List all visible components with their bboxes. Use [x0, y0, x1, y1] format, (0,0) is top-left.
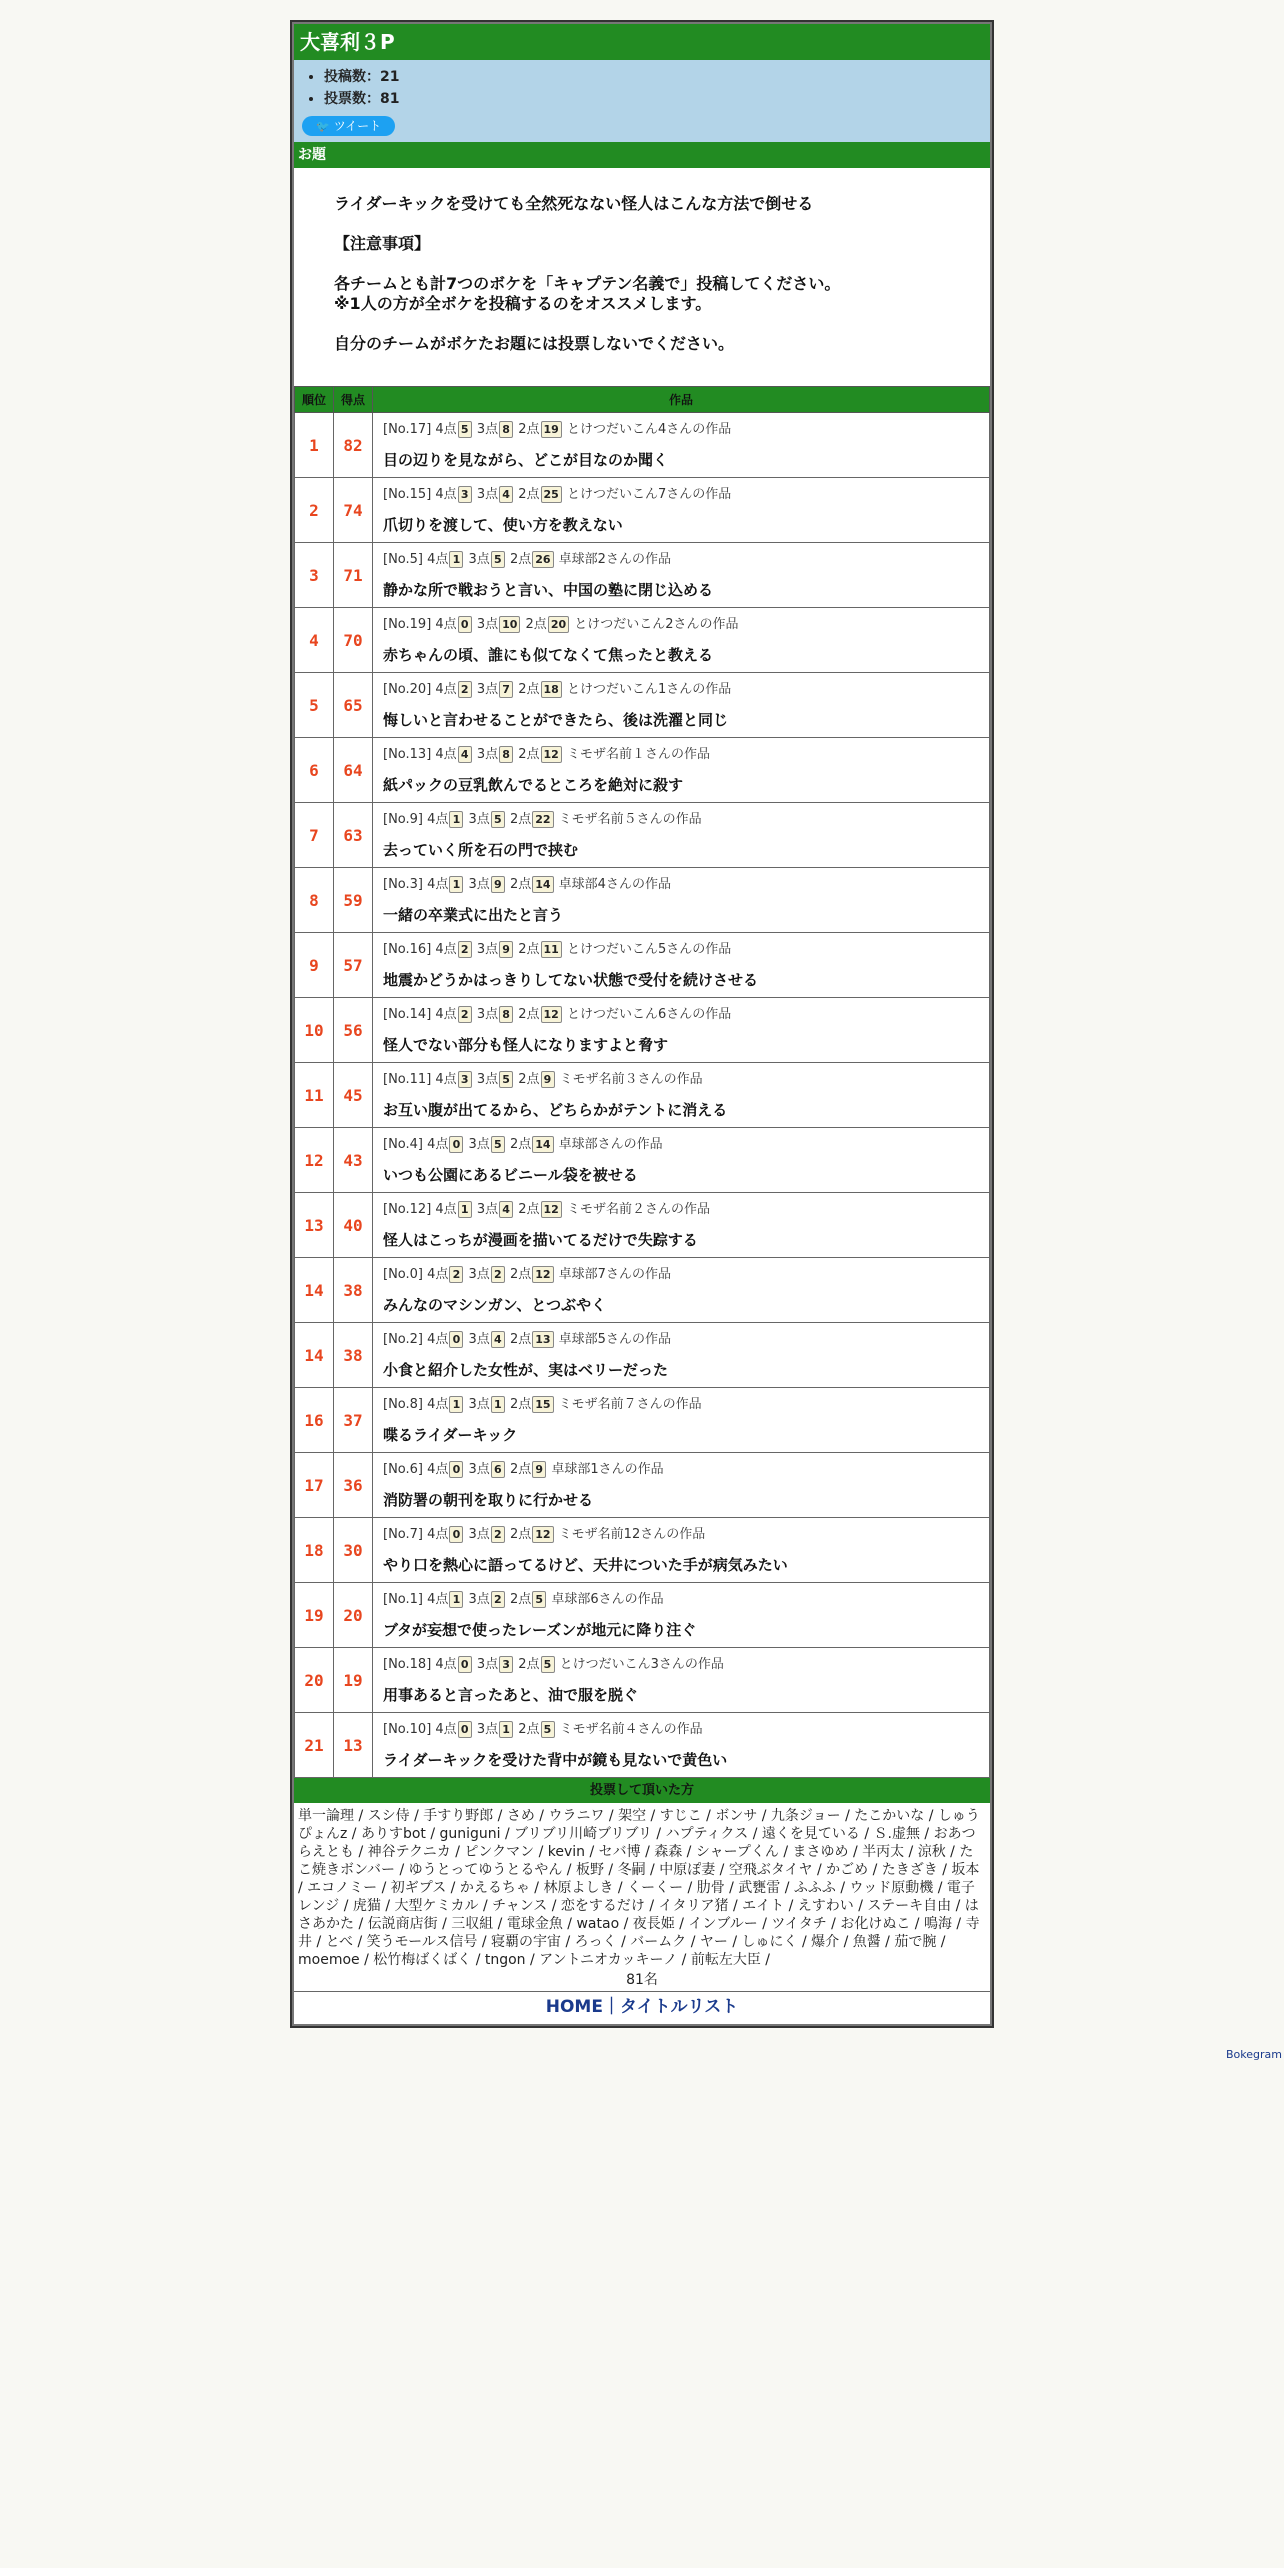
work-cell — [373, 1388, 990, 1453]
entry-title: 喋るライダーキック — [383, 1425, 518, 1444]
work-cell — [373, 1453, 990, 1518]
entry-title: 悔しいと言わせることができたら、後は洗濯と同じ — [383, 710, 729, 729]
work-cell — [373, 1583, 990, 1648]
voter-list: 単一論理 / スシ侍 / 手すり野郎 / さめ / ウラニワ / 架空 / すじこ / ボンサ / 九条ジョー / たこかいな / しゅうぴょんz / ありすbot / guniguni / ブリブリ川崎ブリブリ / ハプティクス / 遠くを見ている / Ｓ.虚無 / おあつらえとも / 神谷テクニカ / ピンクマン / kevin / セバ博 / 森森 / シャープくん / まさゆめ / 半丙太 / 涼秋 / たこ焼きボンバー / ゆうとってゆうとるやん / 板野 / 冬嗣 / 中原ぽ妻 / 空飛ぶタイヤ / かごめ / たきざき / 坂本 / エコノミー / 初ギプス / かえるちゃ / 林原よしき / くーくー / 肋骨 / 武甕雷 / ふふふ / ウッド原動機 / 電子レンジ / 虎猫 / 大型ケミカル / チャンス / 恋をするだけ / イタリア猪 / エイト / えすわい / ステーキ自由 / はさあかた / 伝説商店街 / 三収組 / 電球金魚 / watao / 夜長姫 / インブルー / ツイタチ / お化けぬこ / 鳴海 / 寺井 / とべ / 笑うモールス信号 / 寝覇の宇宙 / ろっく / バームク / ヤー / しゅにく / 爆介 / 魚醤 / 茄で腕 / moemoe / 松竹梅ばくばく / tngon / アントニオカッキーノ / 前転左大臣 / — [298, 1808, 980, 1968]
rank-cell: 4 — [295, 608, 334, 673]
score-cell: 19 — [334, 1648, 373, 1713]
rank-cell: 13 — [295, 1193, 334, 1258]
rank-cell: 5 — [295, 673, 334, 738]
work-cell — [373, 413, 990, 478]
score-cell: 20 — [334, 1583, 373, 1648]
rank-cell: 8 — [295, 868, 334, 933]
two-point-count: 9 — [532, 1461, 546, 1478]
work-cell — [373, 1258, 990, 1323]
score-cell: 13 — [334, 1713, 373, 1778]
entry-title: やり口を熱心に語ってるけど、天井についた手が病気みたい — [383, 1555, 788, 1574]
table-row — [295, 608, 990, 673]
three-point-count: 8 — [499, 421, 513, 438]
rank-cell: 10 — [295, 998, 334, 1063]
rank-cell: 21 — [295, 1713, 334, 1778]
work-cell — [373, 543, 990, 608]
three-point-count: 2 — [491, 1266, 505, 1283]
rank-cell: 14 — [295, 1258, 334, 1323]
tweet-button[interactable] — [302, 116, 395, 136]
score-cell: 74 — [334, 478, 373, 543]
score-cell: 70 — [334, 608, 373, 673]
work-cell — [373, 998, 990, 1063]
two-point-count: 20 — [548, 616, 569, 633]
work-header: 作品 — [373, 387, 990, 413]
table-row — [295, 1258, 990, 1323]
table-row — [295, 1388, 990, 1453]
three-point-count: 4 — [499, 1201, 513, 1218]
score-cell: 71 — [334, 543, 373, 608]
rank-cell: 2 — [295, 478, 334, 543]
four-point-count: 2 — [458, 1006, 472, 1023]
entry-title: いつも公園にあるビニール袋を被せる — [383, 1165, 638, 1184]
rank-cell: 7 — [295, 803, 334, 868]
three-point-count: 2 — [491, 1526, 505, 1543]
entry-author: とけつだいこん1さんの作品 — [566, 681, 732, 697]
three-point-count: 1 — [499, 1721, 513, 1738]
table-row — [295, 868, 990, 933]
entry-title: 地震かどうかはっきりしてない状態で受付を続けさせる — [383, 970, 759, 989]
table-row — [295, 1323, 990, 1388]
table-row — [295, 933, 990, 998]
entry-meta: [No.8] 4点 1 3点 1 2点 15 ミモザ名前７さんの作品 — [383, 1396, 702, 1412]
four-point-count: 0 — [458, 616, 472, 633]
table-row — [295, 1453, 990, 1518]
entry-title: ブタが妄想で使ったレーズンが地元に降り注ぐ — [383, 1620, 697, 1639]
score-cell: 56 — [334, 998, 373, 1063]
entry-meta: [No.18] 4点 0 3点 3 2点 5 とけつだいこん3さんの作品 — [383, 1656, 724, 1672]
two-point-count: 12 — [532, 1526, 553, 1543]
four-point-count: 2 — [458, 941, 472, 958]
table-row — [295, 543, 990, 608]
four-point-count: 3 — [458, 1071, 472, 1088]
table-row — [295, 1583, 990, 1648]
entry-title: 怪人はこっちが漫画を描いてるだけで失踪する — [383, 1230, 698, 1249]
entry-author: とけつだいこん6さんの作品 — [566, 1006, 732, 1022]
tweet-label: ツイート — [333, 119, 382, 133]
two-point-count: 18 — [541, 681, 562, 698]
entry-number: [No.14] — [383, 1006, 432, 1022]
two-point-count: 11 — [541, 941, 562, 958]
note-3: 自分のチームがボケたお題には投票しないでください。 — [334, 334, 735, 353]
entry-author: 卓球部2さんの作品 — [558, 551, 671, 567]
three-point-count: 5 — [491, 551, 505, 568]
entry-title: 用事あると言ったあと、油で服を脱ぐ — [383, 1685, 639, 1704]
entry-meta: [No.10] 4点 0 3点 1 2点 5 ミモザ名前４さんの作品 — [383, 1721, 703, 1737]
work-cell — [373, 1648, 990, 1713]
score-cell: 38 — [334, 1323, 373, 1388]
rank-cell: 11 — [295, 1063, 334, 1128]
two-point-count: 15 — [532, 1396, 553, 1413]
three-point-count: 5 — [499, 1071, 513, 1088]
entry-title: 去っていく所を石の門で挟む — [383, 840, 579, 859]
vote-count: • 投票数：81 — [324, 88, 982, 110]
score-cell: 36 — [334, 1453, 373, 1518]
four-point-count: 1 — [449, 876, 463, 893]
score-cell: 64 — [334, 738, 373, 803]
two-point-count: 12 — [541, 746, 562, 763]
note-2: ※1人の方が全ボケを投稿するのをオススメします。 — [334, 294, 712, 313]
entry-author: とけつだいこん4さんの作品 — [566, 421, 732, 437]
table-row — [295, 1518, 990, 1583]
four-point-count: 3 — [458, 486, 472, 503]
entry-author: とけつだいこん7さんの作品 — [566, 486, 732, 502]
three-point-count: 9 — [491, 876, 505, 893]
entry-number: [No.11] — [383, 1071, 432, 1087]
two-point-count: 12 — [541, 1006, 562, 1023]
four-point-count: 1 — [449, 811, 463, 828]
rank-cell: 20 — [295, 1648, 334, 1713]
entry-meta: [No.9] 4点 1 3点 5 2点 22 ミモザ名前５さんの作品 — [383, 811, 702, 827]
three-point-count: 4 — [491, 1331, 505, 1348]
score-cell: 82 — [334, 413, 373, 478]
entry-title: 赤ちゃんの頃、誰にも似てなくて焦ったと教える — [383, 645, 714, 664]
rank-cell: 6 — [295, 738, 334, 803]
four-point-count: 2 — [449, 1266, 463, 1283]
work-cell — [373, 803, 990, 868]
work-cell — [373, 673, 990, 738]
table-row — [295, 738, 990, 803]
two-point-count: 14 — [532, 876, 553, 893]
work-cell — [373, 478, 990, 543]
score-cell: 40 — [334, 1193, 373, 1258]
work-cell — [373, 868, 990, 933]
rank-cell: 19 — [295, 1583, 334, 1648]
table-row — [295, 413, 990, 478]
entry-meta: [No.15] 4点 3 3点 4 2点 25 とけつだいこん7さんの作品 — [383, 486, 732, 502]
work-cell — [373, 1323, 990, 1388]
entry-title: 目の辺りを見ながら、どこが目なのか聞く — [383, 450, 669, 469]
score-cell: 38 — [334, 1258, 373, 1323]
entry-number: [No.5] — [383, 551, 423, 567]
stats-panel — [294, 60, 990, 142]
footer-separator: ｜ — [602, 1997, 620, 2017]
rank-header: 順位 — [295, 387, 334, 413]
odai-body — [294, 168, 990, 386]
entry-meta: [No.14] 4点 2 3点 8 2点 12 とけつだいこん6さんの作品 — [383, 1006, 732, 1022]
entry-meta: [No.11] 4点 3 3点 5 2点 9 ミモザ名前３さんの作品 — [383, 1071, 703, 1087]
score-cell: 57 — [334, 933, 373, 998]
three-point-count: 9 — [499, 941, 513, 958]
two-point-count: 5 — [541, 1656, 555, 1673]
main-container — [290, 20, 994, 2028]
entry-title: 爪切りを渡して、使い方を教えない — [383, 515, 623, 534]
three-point-count: 6 — [491, 1461, 505, 1478]
entry-number: [No.8] — [383, 1396, 423, 1412]
voters-panel — [294, 1803, 990, 1992]
note-1: 各チームとも計7つのボケを「キャプテン名義で」投稿してください。 — [334, 274, 841, 293]
work-cell — [373, 1518, 990, 1583]
two-point-count: 9 — [541, 1071, 555, 1088]
three-point-count: 1 — [491, 1396, 505, 1413]
score-cell: 63 — [334, 803, 373, 868]
three-point-count: 2 — [491, 1591, 505, 1608]
rank-cell: 16 — [295, 1388, 334, 1453]
table-row — [295, 673, 990, 738]
entry-meta: [No.7] 4点 0 3点 2 2点 12 ミモザ名前12さんの作品 — [383, 1526, 706, 1542]
site-title: 大喜利３P — [294, 24, 990, 60]
footer-nav — [294, 1992, 990, 2022]
work-cell — [373, 1128, 990, 1193]
entry-author: ミモザ名前７さんの作品 — [558, 1396, 702, 1412]
two-point-count: 13 — [532, 1331, 553, 1348]
four-point-count: 4 — [458, 746, 472, 763]
score-cell: 30 — [334, 1518, 373, 1583]
score-cell: 45 — [334, 1063, 373, 1128]
entry-author: とけつだいこん5さんの作品 — [566, 941, 732, 957]
four-point-count: 1 — [449, 1396, 463, 1413]
entry-author: 卓球部さんの作品 — [558, 1136, 663, 1152]
voters-header: 投票して頂いた方 — [294, 1778, 990, 1803]
three-point-count: 5 — [491, 1136, 505, 1153]
four-point-count: 5 — [458, 421, 472, 438]
entry-meta: [No.4] 4点 0 3点 5 2点 14 卓球部さんの作品 — [383, 1136, 663, 1152]
two-point-count: 25 — [541, 486, 562, 503]
two-point-count: 14 — [532, 1136, 553, 1153]
table-row — [295, 1063, 990, 1128]
entry-number: [No.3] — [383, 876, 423, 892]
entry-title: ライダーキックを受けた背中が鏡も見ないで黄色い — [383, 1750, 728, 1769]
four-point-count: 0 — [449, 1136, 463, 1153]
entry-title: 紙パックの豆乳飲んでるところを絶対に殺す — [383, 775, 684, 794]
entry-number: [No.7] — [383, 1526, 423, 1542]
three-point-count: 4 — [499, 486, 513, 503]
entry-author: ミモザ名前４さんの作品 — [559, 1721, 703, 1737]
three-point-count: 3 — [499, 1656, 513, 1673]
odai-header: お題 — [294, 142, 990, 168]
entry-number: [No.13] — [383, 746, 432, 762]
bokegram-credit-link[interactable]: Bokegram — [1226, 2048, 1282, 2061]
entry-number: [No.18] — [383, 1656, 432, 1672]
four-point-count: 1 — [449, 1591, 463, 1608]
rank-cell: 3 — [295, 543, 334, 608]
rank-cell: 17 — [295, 1453, 334, 1518]
entry-meta: [No.6] 4点 0 3点 6 2点 9 卓球部1さんの作品 — [383, 1461, 664, 1477]
entry-number: [No.17] — [383, 421, 432, 437]
entry-number: [No.20] — [383, 681, 432, 697]
post-count: • 投稿数：21 — [324, 66, 982, 88]
four-point-count: 1 — [449, 551, 463, 568]
three-point-count: 8 — [499, 746, 513, 763]
entry-number: [No.12] — [383, 1201, 432, 1217]
entry-number: [No.0] — [383, 1266, 423, 1282]
score-cell: 59 — [334, 868, 373, 933]
score-cell: 43 — [334, 1128, 373, 1193]
work-cell — [373, 1713, 990, 1778]
four-point-count: 2 — [458, 681, 472, 698]
entry-meta: [No.20] 4点 2 3点 7 2点 18 とけつだいこん1さんの作品 — [383, 681, 732, 697]
entry-meta: [No.1] 4点 1 3点 2 2点 5 卓球部6さんの作品 — [383, 1591, 664, 1607]
table-row — [295, 1193, 990, 1258]
score-header: 得点 — [334, 387, 373, 413]
two-point-count: 26 — [532, 551, 553, 568]
entry-title: みんなのマシンガン、とつぶやく — [383, 1295, 607, 1314]
entry-meta: [No.19] 4点 0 3点 10 2点 20 とけつだいこん2さんの作品 — [383, 616, 739, 632]
entry-author: 卓球部6さんの作品 — [551, 1591, 664, 1607]
entry-number: [No.9] — [383, 811, 423, 827]
score-cell: 37 — [334, 1388, 373, 1453]
table-row — [295, 1713, 990, 1778]
work-cell — [373, 1193, 990, 1258]
entry-title: 小食と紹介した女性が、実はベリーだった — [383, 1360, 669, 1379]
entry-number: [No.4] — [383, 1136, 423, 1152]
four-point-count: 0 — [458, 1721, 472, 1738]
entry-number: [No.16] — [383, 941, 432, 957]
entry-meta: [No.2] 4点 0 3点 4 2点 13 卓球部5さんの作品 — [383, 1331, 671, 1347]
entry-author: 卓球部1さんの作品 — [551, 1461, 664, 1477]
rank-cell: 1 — [295, 413, 334, 478]
entry-title: 消防署の朝刊を取りに行かせる — [383, 1490, 594, 1509]
entry-author: ミモザ名前12さんの作品 — [558, 1526, 706, 1542]
entry-title: 静かな所で戦おうと言い、中国の塾に閉じ込める — [383, 580, 714, 599]
entry-meta: [No.13] 4点 4 3点 8 2点 12 ミモザ名前１さんの作品 — [383, 746, 710, 762]
three-point-count: 7 — [499, 681, 513, 698]
entry-meta: [No.5] 4点 1 3点 5 2点 26 卓球部2さんの作品 — [383, 551, 671, 567]
two-point-count: 5 — [532, 1591, 546, 1608]
table-row — [295, 1128, 990, 1193]
score-cell: 65 — [334, 673, 373, 738]
two-point-count: 22 — [532, 811, 553, 828]
entry-title: 怪人でない部分も怪人になりますよと脅す — [383, 1035, 669, 1054]
four-point-count: 0 — [449, 1526, 463, 1543]
odai-text: ライダーキックを受けても全然死なない怪人はこんな方法で倒せる — [334, 194, 814, 213]
entry-author: とけつだいこん2さんの作品 — [574, 616, 739, 632]
entry-number: [No.6] — [383, 1461, 423, 1477]
work-cell — [373, 738, 990, 803]
rank-cell: 14 — [295, 1323, 334, 1388]
two-point-count: 12 — [532, 1266, 553, 1283]
entry-number: [No.1] — [383, 1591, 423, 1607]
work-cell — [373, 1063, 990, 1128]
two-point-count: 19 — [541, 421, 562, 438]
entry-author: ミモザ名前１さんの作品 — [566, 746, 710, 762]
entry-meta: [No.0] 4点 2 3点 2 2点 12 卓球部7さんの作品 — [383, 1266, 671, 1282]
three-point-count: 10 — [499, 616, 520, 633]
three-point-count: 5 — [491, 811, 505, 828]
entry-number: [No.15] — [383, 486, 432, 502]
entry-number: [No.10] — [383, 1721, 432, 1737]
table-row — [295, 478, 990, 543]
entry-author: ミモザ名前３さんの作品 — [559, 1071, 703, 1087]
notes-title: 【注意事項】 — [334, 234, 431, 253]
entry-author: ミモザ名前２さんの作品 — [566, 1201, 710, 1217]
entry-meta: [No.17] 4点 5 3点 8 2点 19 とけつだいこん4さんの作品 — [383, 421, 732, 437]
four-point-count: 0 — [449, 1331, 463, 1348]
title-list-link[interactable]: タイトルリスト — [619, 1997, 739, 2017]
entry-number: [No.2] — [383, 1331, 423, 1347]
entry-author: とけつだいこん3さんの作品 — [559, 1656, 724, 1672]
entry-meta: [No.12] 4点 1 3点 4 2点 12 ミモザ名前２さんの作品 — [383, 1201, 710, 1217]
results-table — [294, 386, 990, 1778]
table-row — [295, 998, 990, 1063]
home-link[interactable]: HOME — [545, 1997, 603, 2017]
entry-author: 卓球部4さんの作品 — [558, 876, 671, 892]
four-point-count: 0 — [449, 1461, 463, 1478]
table-row — [295, 803, 990, 868]
table-row — [295, 1648, 990, 1713]
twitter-bird-icon: 🐦 — [316, 120, 330, 133]
entry-number: [No.19] — [383, 616, 432, 632]
four-point-count: 0 — [458, 1656, 472, 1673]
two-point-count: 12 — [541, 1201, 562, 1218]
work-cell — [373, 608, 990, 673]
four-point-count: 1 — [458, 1201, 472, 1218]
entry-title: お互い腹が出てるから、どちらかがテントに消える — [383, 1100, 728, 1119]
entry-author: ミモザ名前５さんの作品 — [558, 811, 702, 827]
work-cell — [373, 933, 990, 998]
rank-cell: 9 — [295, 933, 334, 998]
voter-count: 81名 — [626, 1972, 658, 1988]
entry-meta: [No.16] 4点 2 3点 9 2点 11 とけつだいこん5さんの作品 — [383, 941, 732, 957]
three-point-count: 8 — [499, 1006, 513, 1023]
two-point-count: 5 — [541, 1721, 555, 1738]
rank-cell: 18 — [295, 1518, 334, 1583]
entry-author: 卓球部7さんの作品 — [558, 1266, 671, 1282]
rank-cell: 12 — [295, 1128, 334, 1193]
entry-meta: [No.3] 4点 1 3点 9 2点 14 卓球部4さんの作品 — [383, 876, 671, 892]
entry-title: 一緒の卒業式に出たと言う — [383, 905, 564, 924]
entry-author: 卓球部5さんの作品 — [558, 1331, 671, 1347]
